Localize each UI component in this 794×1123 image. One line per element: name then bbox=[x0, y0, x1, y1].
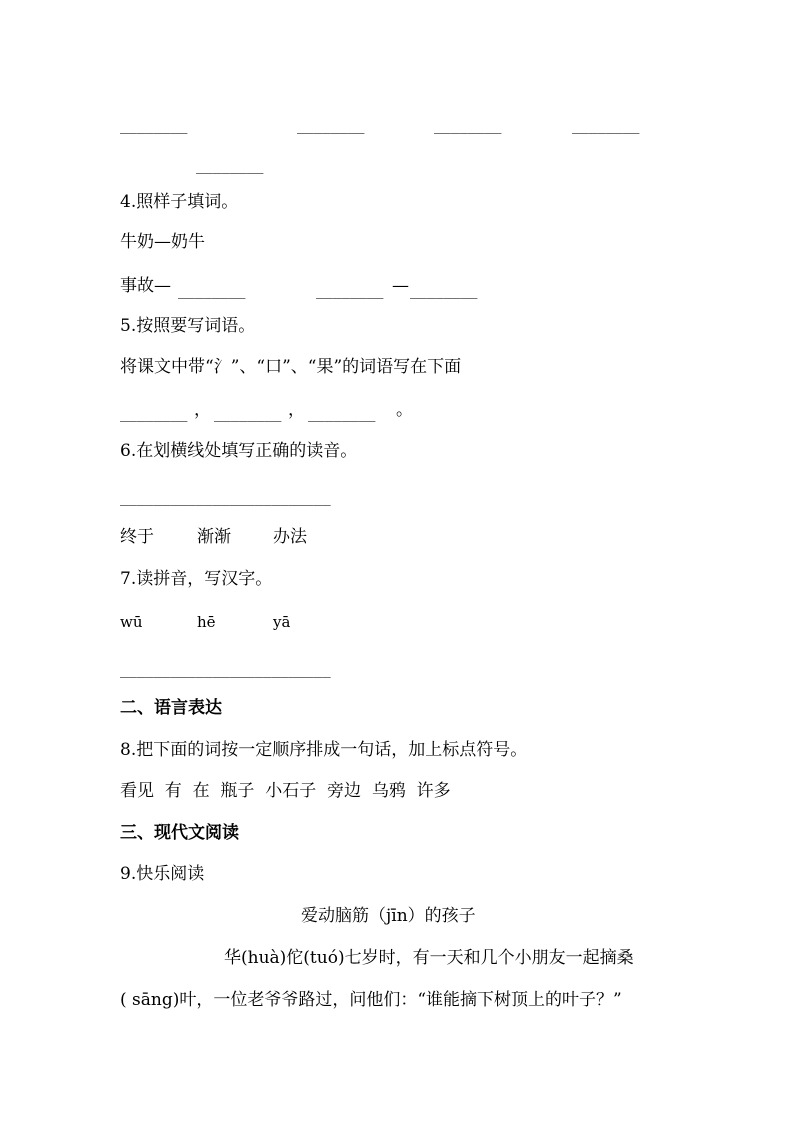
pinyin-item: yā bbox=[273, 613, 291, 631]
answer-blank[interactable]: ________ bbox=[410, 283, 478, 299]
pinyin-item: wū bbox=[120, 613, 143, 631]
question-5-instruction: 将课文中带“氵”、“口”、“果”的词语写在下面 bbox=[120, 357, 462, 377]
question-6-title: 6.在划横线处填写正确的读音。 bbox=[120, 441, 358, 461]
story-title: 爱动脑筋（jīn）的孩子 bbox=[301, 906, 476, 926]
answer-blank[interactable]: ________ bbox=[214, 406, 282, 422]
answer-blank[interactable]: ________ bbox=[120, 406, 188, 422]
question-9-title: 9.快乐阅读 bbox=[120, 864, 205, 884]
question-8-words: 看见 有 在 瓶子 小石子 旁边 乌鸦 许多 bbox=[120, 781, 451, 801]
question-4-word: 事故— bbox=[120, 276, 171, 296]
answer-blank[interactable]: ________ bbox=[178, 283, 246, 299]
separator-comma: ， bbox=[194, 400, 211, 420]
word-item: 终于 bbox=[120, 527, 154, 547]
separator-comma: ， bbox=[288, 400, 305, 420]
answer-blank[interactable]: ________ bbox=[196, 158, 264, 174]
answer-blank[interactable]: ________ bbox=[434, 118, 502, 134]
question-8-title: 8.把下面的词按一定顺序排成一句话，加上标点符号。 bbox=[120, 740, 528, 760]
question-7-title: 7.读拼音，写汉字。 bbox=[120, 569, 273, 589]
question-4-title: 4.照样子填词。 bbox=[120, 192, 239, 212]
story-paragraph-line: 华(huà)佗(tuó)七岁时，有一天和几个小朋友一起摘桑 bbox=[224, 948, 634, 968]
answer-line[interactable]: _________________________ bbox=[120, 490, 331, 506]
section-heading: 二、语言表达 bbox=[120, 698, 222, 718]
section-heading: 三、现代文阅读 bbox=[120, 823, 239, 843]
answer-blank[interactable]: ________ bbox=[308, 406, 376, 422]
answer-blank[interactable]: ________ bbox=[572, 118, 640, 134]
answer-blank[interactable]: ________ bbox=[297, 118, 365, 134]
question-5-title: 5.按照要写词语。 bbox=[120, 316, 256, 336]
answer-line[interactable]: _________________________ bbox=[120, 662, 331, 678]
word-item: 办法 bbox=[273, 527, 307, 547]
question-4-dash: — bbox=[392, 276, 409, 296]
answer-blank[interactable]: ________ bbox=[316, 283, 384, 299]
sentence-end: 。 bbox=[396, 400, 413, 420]
word-item: 渐渐 bbox=[197, 527, 231, 547]
pinyin-item: hē bbox=[197, 613, 216, 631]
answer-blank[interactable]: ________ bbox=[120, 118, 188, 134]
question-4-example: 牛奶—奶牛 bbox=[120, 232, 205, 252]
story-paragraph-line: ( sāng)叶，一位老爷爷路过，问他们：“谁能摘下树顶上的叶子？” bbox=[120, 990, 622, 1010]
